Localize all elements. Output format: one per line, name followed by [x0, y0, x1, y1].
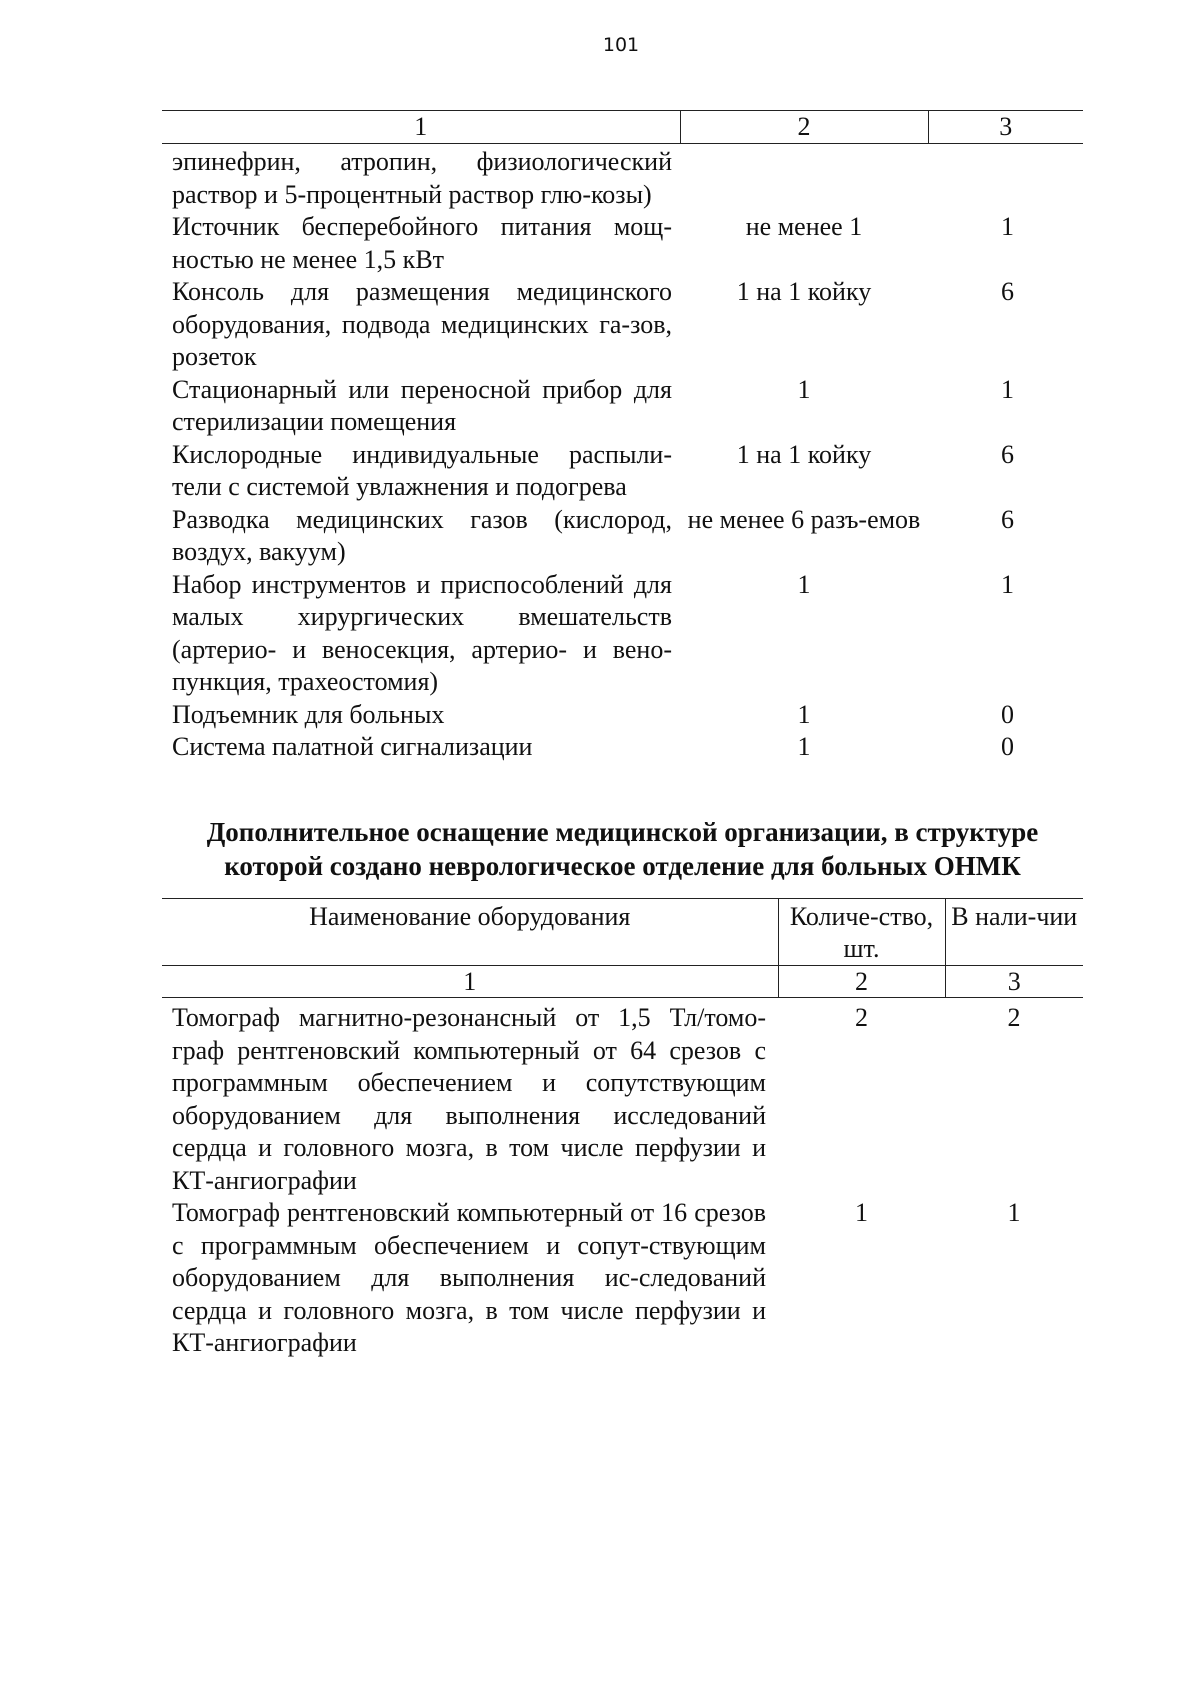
equipment-quantity: 1 на 1 койку — [736, 439, 872, 469]
page-number: 101 — [602, 34, 640, 56]
equipment-name: Разводка медицинских газов (кислород, воздух, вакуум) — [172, 504, 672, 566]
table-row — [162, 276, 1083, 374]
equipment-quantity: 1 — [855, 1198, 868, 1227]
equipment-name: Консоль для размещения медицинского оборудования, подвода медицинских га-зов, розеток — [172, 277, 672, 371]
table-header-row — [162, 899, 1083, 966]
header-quantity: Количе-ство, шт. — [778, 899, 945, 966]
equipment-quantity: 1 — [797, 374, 811, 404]
table-row — [162, 439, 1083, 504]
column-number-2: 2 — [778, 966, 945, 998]
column-number-3: 3 — [928, 111, 1083, 144]
equipment-quantity: не менее 6 разъ-емов — [687, 504, 921, 534]
header-available: В нали-чии — [945, 899, 1083, 966]
equipment-available: 1 — [1007, 1198, 1021, 1227]
equipment-name: Кислородные индивидуальные распыли-тели с системой увлажнения и подогрева — [172, 439, 672, 501]
equipment-name: Томограф магнитно-резонансный от 1,5 Тл/томо-граф рентгеновский компьютерный от 64 срезов с программным обеспечением и сопутствующим оборудованием для выполнения исследований сердца и головного мозга, в том числе перфузии и КТ-ангиографии — [172, 1003, 766, 1195]
equipment-name: Система палатной сигнализации — [172, 732, 533, 761]
table-row — [162, 569, 1083, 699]
equipment-name: Набор инструментов и приспособлений для малых хирургических вмешательств (артерио- и веносекция, артерио- и вено-пункция, трахеостомия) — [172, 569, 672, 696]
equipment-name: Стационарный или переносной прибор для стерилизации помещения — [172, 374, 672, 436]
equipment-quantity: 1 — [797, 732, 811, 761]
equipment-quantity: 1 — [797, 569, 811, 599]
column-number-row — [162, 966, 1083, 998]
equipment-name: эпинефрин, атропин, физиологический раствор и 5-процентный раствор глю-козы) — [172, 147, 672, 209]
equipment-available: 6 — [1001, 439, 1014, 469]
equipment-name: Источник бесперебойного питания мощ-ностью не менее 1,5 кВт — [172, 212, 672, 274]
table-row — [162, 144, 1083, 212]
equipment-table-continued — [162, 110, 1083, 764]
equipment-quantity: 1 на 1 койку — [736, 277, 872, 306]
equipment-available: 1 — [1001, 374, 1014, 404]
equipment-quantity: 1 — [797, 699, 811, 729]
table-row — [162, 504, 1083, 569]
section-title — [162, 815, 1083, 883]
table-row — [162, 211, 1083, 276]
column-number-3: 3 — [945, 966, 1083, 998]
table-row — [162, 374, 1083, 439]
equipment-available: 1 — [1001, 569, 1014, 599]
equipment-available: 1 — [1001, 212, 1014, 241]
table-row — [162, 699, 1083, 732]
table-row — [162, 998, 1083, 1198]
column-number-row — [162, 111, 1083, 144]
equipment-name: Подъемник для больных — [172, 699, 445, 729]
equipment-available: 6 — [1001, 277, 1014, 306]
column-number-1: 1 — [162, 966, 778, 998]
equipment-quantity — [680, 144, 928, 212]
column-number-2: 2 — [680, 111, 928, 144]
equipment-quantity: 2 — [855, 1003, 868, 1032]
additional-equipment-table — [162, 898, 1083, 1360]
equipment-name: Томограф рентгеновский компьютерный от 16 срезов с программным обеспечением и сопут-ствующим оборудованием для выполнения ис-следований сердца и головного мозга, в том числе перфузии и КТ-ангиографии — [172, 1198, 766, 1357]
table-row — [162, 731, 1083, 764]
equipment-available: 6 — [1001, 504, 1014, 534]
section-title-line-1: Дополнительное оснащение медицинской организации, в структуре — [206, 817, 1039, 847]
equipment-available: 0 — [1001, 699, 1014, 729]
equipment-available — [928, 144, 1083, 212]
equipment-available: 0 — [1001, 732, 1014, 761]
equipment-quantity: не менее 1 — [745, 212, 863, 241]
section-title-line-2: которой создано неврологическое отделение для больных ОНМК — [224, 851, 1021, 881]
table-row — [162, 1197, 1083, 1360]
equipment-available: 2 — [1007, 1003, 1021, 1032]
header-equipment-name: Наименование оборудования — [162, 899, 778, 966]
column-number-1: 1 — [162, 111, 680, 144]
